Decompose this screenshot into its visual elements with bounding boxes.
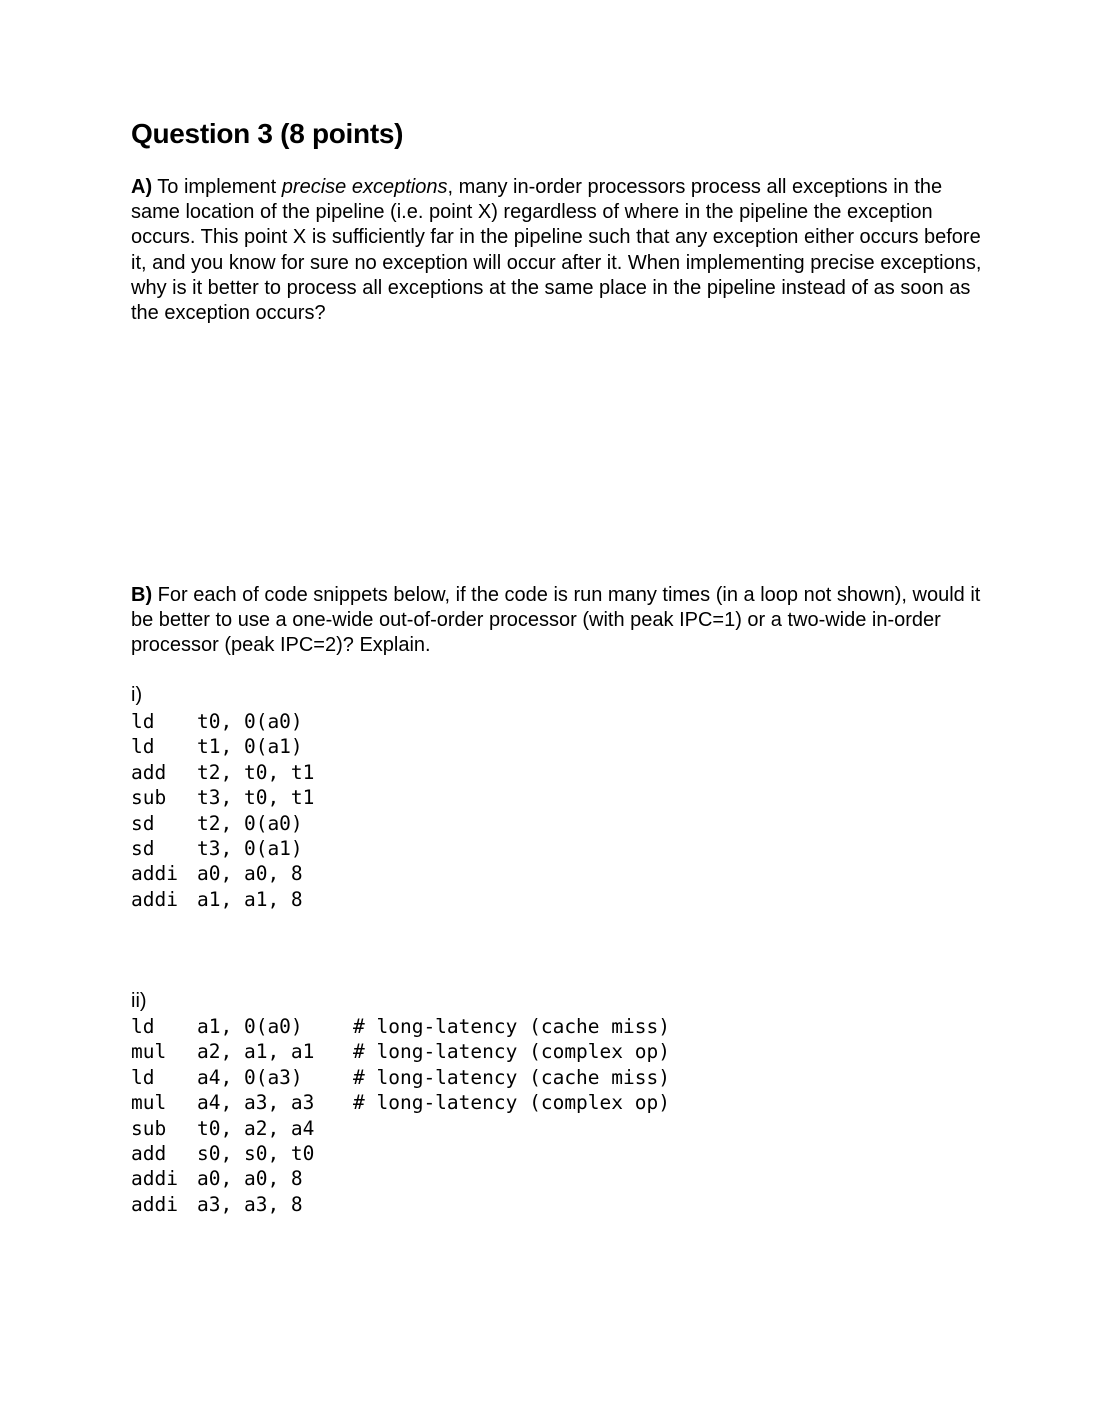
part-a-paragraph xyxy=(131,175,991,326)
code-line xyxy=(131,1192,670,1217)
part-a-emphasis: precise exceptions xyxy=(281,176,448,198)
code-line xyxy=(131,1166,670,1191)
code-operands: t0, a2, a4 xyxy=(197,1116,315,1140)
code-line xyxy=(131,1014,670,1039)
code-operands: a1, a1, 8 xyxy=(197,887,303,911)
code-line xyxy=(131,1039,670,1064)
code-operands: a3, a3, 8 xyxy=(197,1192,303,1216)
code-opcode: addi xyxy=(131,887,178,911)
code-operands: t1, 0(a1) xyxy=(197,735,303,759)
code-line xyxy=(131,760,314,785)
code-snippet-i xyxy=(131,709,314,912)
code-line xyxy=(131,785,314,810)
code-operands: t3, 0(a1) xyxy=(197,836,303,860)
part-b-paragraph xyxy=(131,583,991,659)
code-operands: t0, 0(a0) xyxy=(197,710,303,733)
code-operands: a2, a1, a1 xyxy=(197,1040,315,1064)
snippet-i-label: i) xyxy=(131,684,143,706)
code-operands: a0, a0, 8 xyxy=(197,1167,303,1191)
code-operands: a0, a0, 8 xyxy=(197,862,303,886)
code-operands: t2, 0(a0) xyxy=(197,811,303,835)
part-a-text-before: To implement xyxy=(152,176,282,198)
code-operands: a1, 0(a0) xyxy=(197,1015,303,1038)
code-line xyxy=(131,1090,670,1115)
code-operands: a4, 0(a3) xyxy=(197,1065,303,1089)
code-line xyxy=(131,1116,670,1141)
code-opcode: sub xyxy=(131,786,167,810)
code-comment: # long-latency (complex op) xyxy=(353,1040,670,1064)
code-opcode: sd xyxy=(131,811,155,835)
code-line xyxy=(131,811,314,836)
code-opcode: add xyxy=(131,760,167,784)
code-operands: t2, t0, t1 xyxy=(197,760,315,784)
code-line xyxy=(131,887,314,912)
code-opcode: sd xyxy=(131,836,155,860)
code-comment: # long-latency (cache miss) xyxy=(353,1015,670,1038)
code-operands: t3, t0, t1 xyxy=(197,786,315,810)
snippet-ii-label: ii) xyxy=(131,990,147,1012)
part-a-text-after: , many in-order processors process all exceptions in the same location of the pipeline (i.e. point X) regardless of where in the pipeline the exception occurs. This point X is sufficiently far in the pipeline such that any exception either occurs before it, and you know for sure no exception will occur after it. When implementing precise exceptions, why is it better to process all exceptions at the same place in the pipeline instead of as soon as the exception occurs? xyxy=(131,176,982,325)
code-line xyxy=(131,1065,670,1090)
code-opcode: mul xyxy=(131,1091,167,1115)
code-opcode: ld xyxy=(131,710,155,733)
code-comment: # long-latency (complex op) xyxy=(353,1091,670,1115)
code-opcode: ld xyxy=(131,1065,155,1089)
code-snippet-ii xyxy=(131,1014,670,1217)
code-opcode: add xyxy=(131,1141,167,1165)
question-title: Question 3 (8 points) xyxy=(131,118,404,149)
code-opcode: ld xyxy=(131,735,155,759)
code-opcode: addi xyxy=(131,1192,178,1216)
code-opcode: mul xyxy=(131,1040,167,1064)
code-opcode: addi xyxy=(131,1167,178,1191)
code-line xyxy=(131,861,314,886)
part-a-label: A) xyxy=(131,176,153,198)
part-b-text: For each of code snippets below, if the code is run many times (in a loop not shown), would it be better to use a one-wide out-of-order processor (with peak IPC=1) or a two-wide in-order processor (peak IPC=2)? Explain. xyxy=(131,584,981,657)
code-opcode: addi xyxy=(131,862,178,886)
code-opcode: sub xyxy=(131,1116,167,1140)
code-line xyxy=(131,709,314,734)
part-b-label: B) xyxy=(131,584,153,606)
code-line xyxy=(131,1141,670,1166)
code-opcode: ld xyxy=(131,1015,155,1038)
code-line xyxy=(131,836,314,861)
code-operands: s0, s0, t0 xyxy=(197,1141,315,1165)
code-line xyxy=(131,734,314,759)
code-operands: a4, a3, a3 xyxy=(197,1091,315,1115)
code-comment: # long-latency (cache miss) xyxy=(353,1065,670,1089)
